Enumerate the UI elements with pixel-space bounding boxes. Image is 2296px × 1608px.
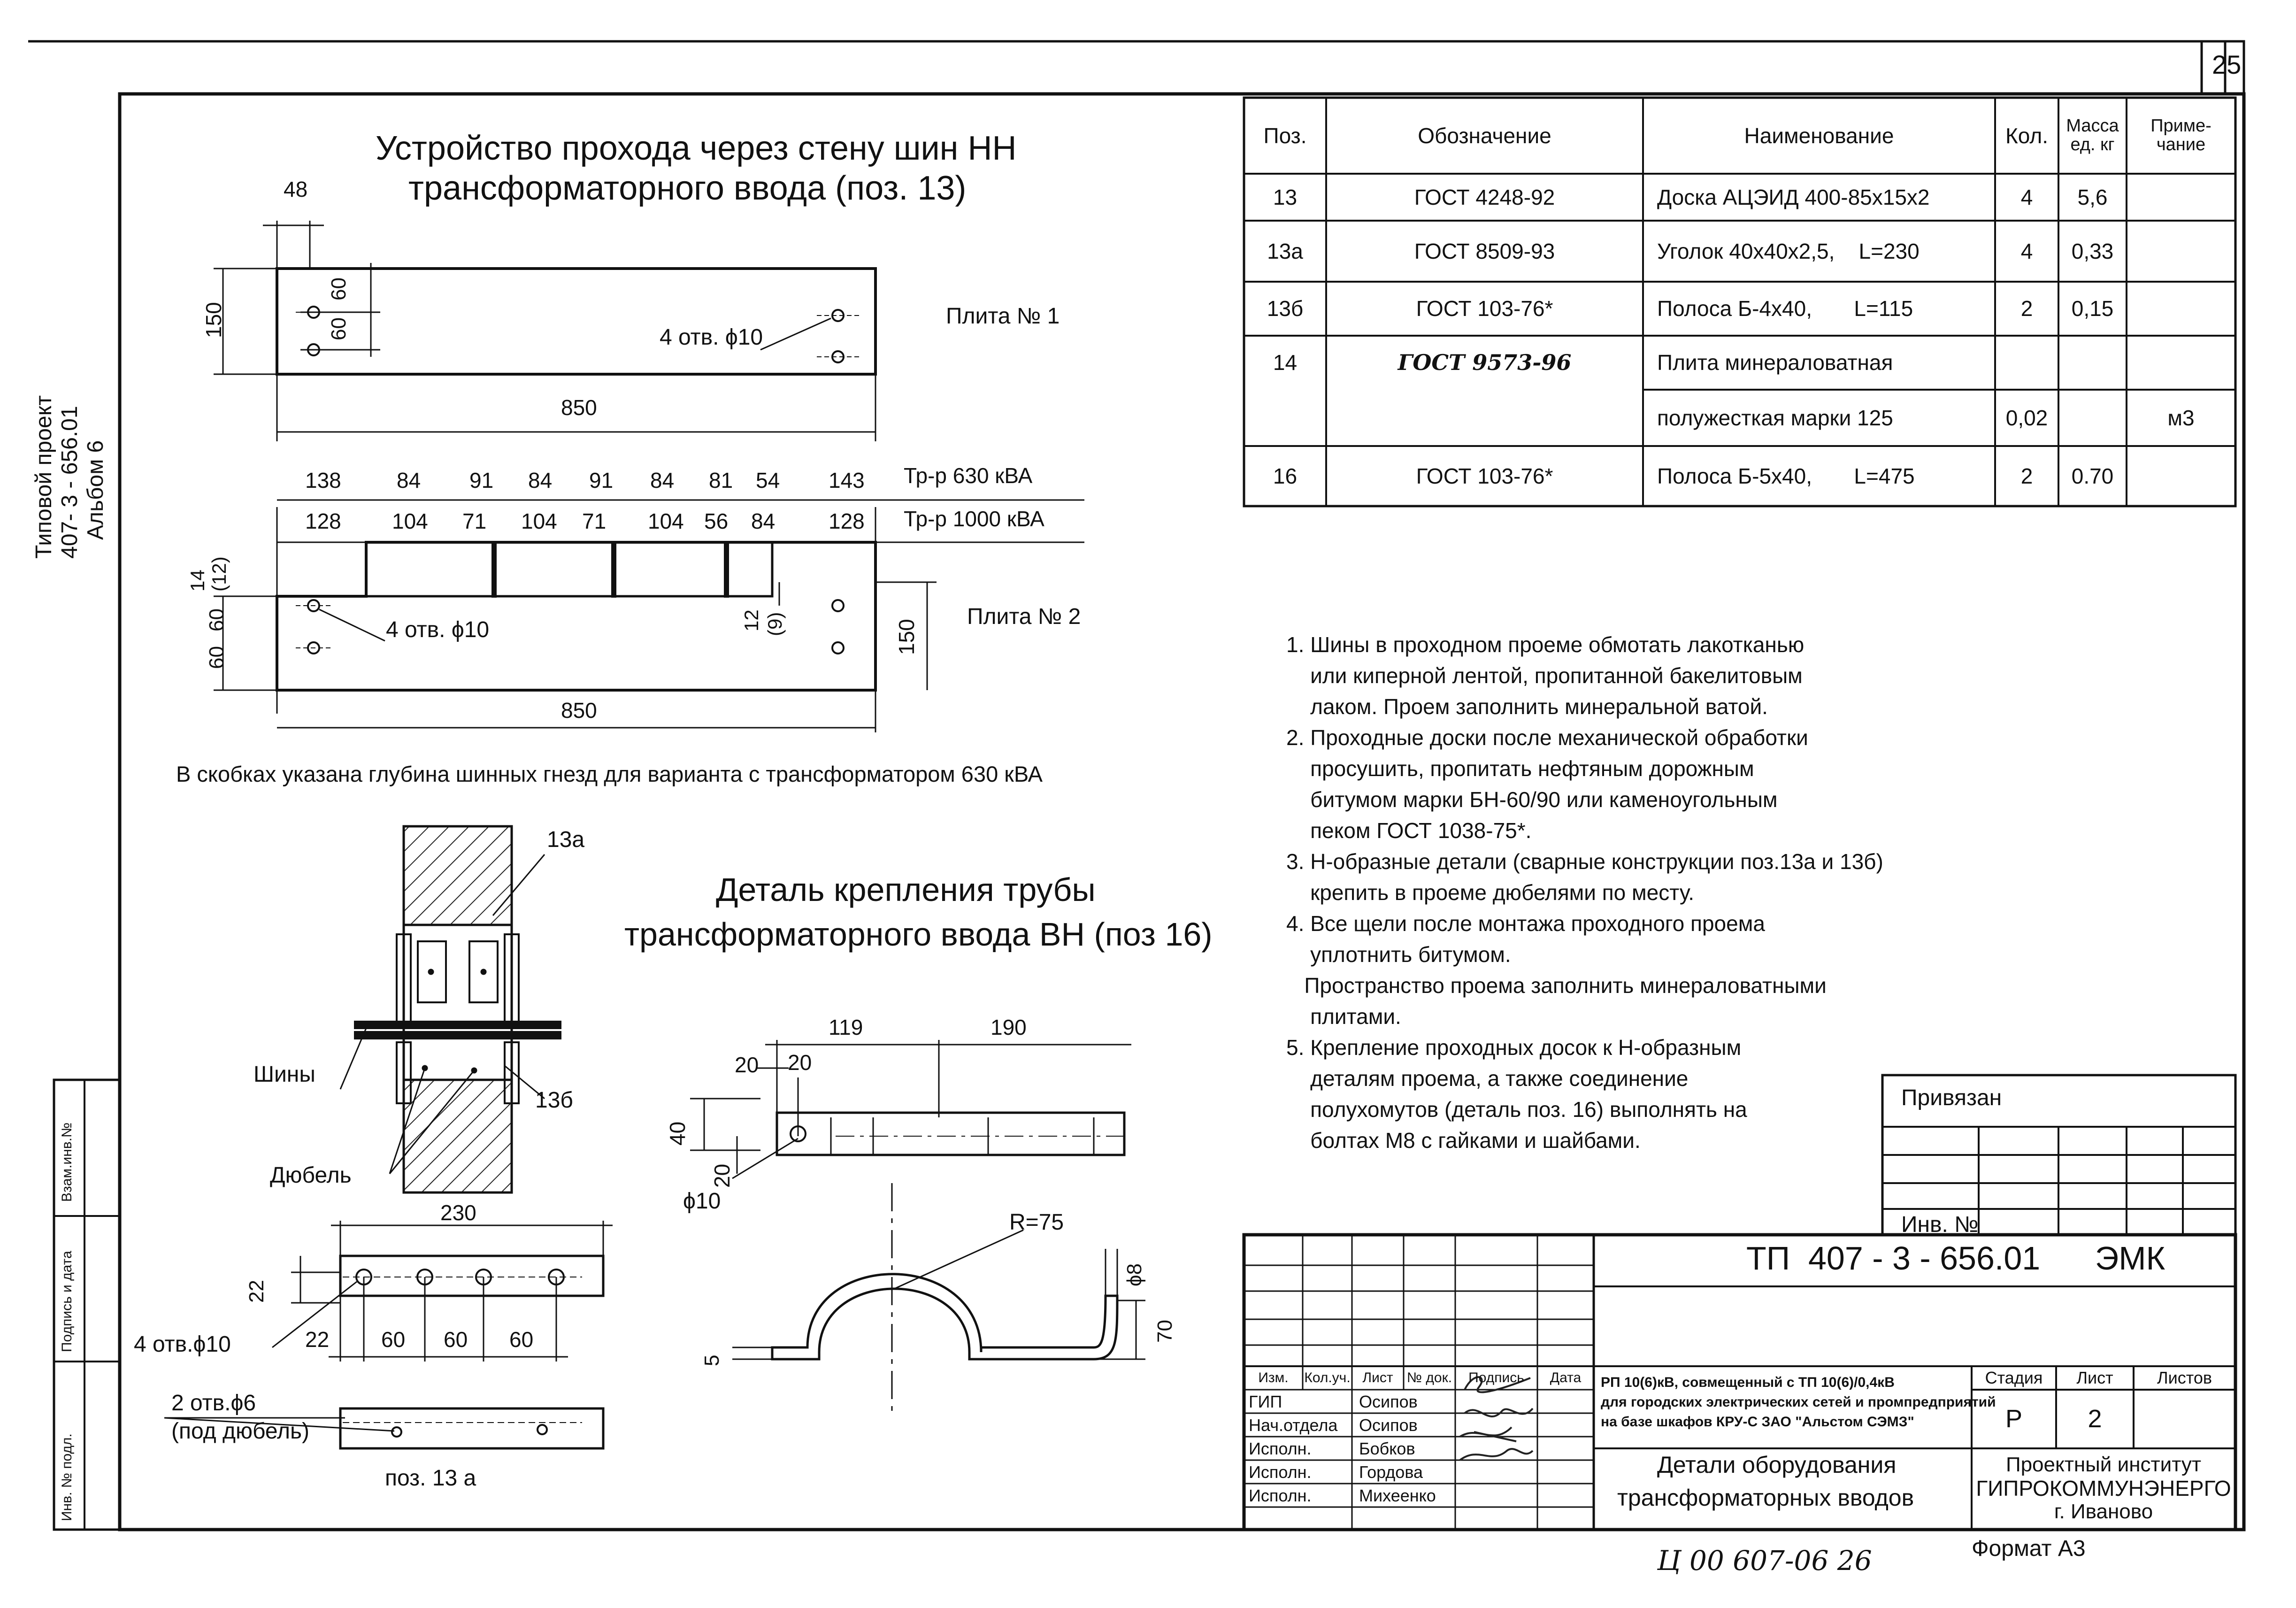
dim-60-b: 60 — [327, 317, 350, 340]
stage-value: Р — [2005, 1405, 2023, 1433]
spec-header: Кол. — [2005, 123, 2048, 148]
dim-630-value: 138 — [305, 468, 341, 492]
note-line: плитами. — [1286, 1004, 1401, 1029]
spec-cell: 0.70 — [2071, 463, 2114, 488]
dim-60-s1: 60 — [381, 1327, 406, 1352]
plate2-label: Плита № 2 — [967, 604, 1081, 629]
org-line: г. Иваново — [2054, 1500, 2153, 1523]
note-line: пеком ГОСТ 1038-75*. — [1286, 818, 1532, 843]
holes-10-label: 4 отв.ϕ10 — [134, 1332, 231, 1357]
sheet-title-line: трансформаторных вводов — [1617, 1485, 1914, 1511]
drawing1-title-1: Устройство прохода через стену шин НН — [376, 130, 1017, 167]
note-line: полухомутов (деталь поз. 16) выполнять на — [1286, 1097, 1747, 1122]
dim-22-left: 22 — [245, 1280, 268, 1303]
role-label: ГИП — [1249, 1392, 1282, 1411]
note-line: 1. Шины в проходном проеме обмотать лакотканью — [1286, 632, 1805, 657]
dim-48: 48 — [284, 177, 308, 201]
dim-119: 119 — [829, 1015, 863, 1039]
dim-70: 70 — [1153, 1320, 1176, 1343]
spec-header: Приме- чание — [2150, 116, 2212, 154]
spec-cell: 4 — [2020, 239, 2033, 263]
spec-cell: 0,15 — [2071, 296, 2114, 321]
dim-630-value: 143 — [829, 468, 865, 492]
note-line: Пространство проема заполнить минераловатными — [1286, 973, 1827, 998]
brackets-note: В скобках указана глубина шинных гнезд для варианта с трансформатором 630 кВА — [176, 762, 1043, 786]
dim-60-p2-b: 60 — [205, 646, 228, 669]
stage-header: Стадия — [1985, 1368, 2043, 1388]
dim-20-a: 20 — [735, 1053, 759, 1077]
change-col-header: Дата — [1550, 1370, 1582, 1386]
dim-630-value: 91 — [589, 468, 614, 492]
dim-20-c: 20 — [710, 1163, 734, 1188]
plate2-holes-label: 4 отв. ϕ10 — [386, 617, 490, 642]
dim-22-bottom: 22 — [305, 1327, 330, 1352]
dim-850-plate1: 850 — [561, 395, 597, 420]
spec-header: Поз. — [1263, 123, 1307, 148]
person-name: Осипов — [1359, 1392, 1418, 1411]
dim-1000-value: 71 — [462, 509, 487, 533]
sheet-title-line: Детали оборудования — [1657, 1452, 1897, 1478]
spec-cell: ГОСТ 4248-92 — [1414, 185, 1555, 209]
spec-cell: 4 — [2020, 185, 2033, 209]
stamp-inv-original: Инв. № подл. — [59, 1433, 75, 1521]
change-col-header: Кол.уч. — [1304, 1370, 1351, 1386]
person-name: Михеенко — [1359, 1486, 1436, 1505]
dim-1000-value: 128 — [305, 509, 341, 533]
org-line: Проектный институт — [2005, 1453, 2202, 1476]
spec-cell: ГОСТ 9573-96 — [1398, 350, 1572, 376]
change-col-header: Подпись — [1468, 1370, 1524, 1386]
note-line: деталям проема, а также соединение — [1286, 1066, 1689, 1091]
spec-header: Масса ед. кг — [2066, 116, 2119, 154]
format-label: Формат А3 — [1972, 1536, 2086, 1561]
label-13a: 13а — [547, 827, 585, 852]
role-label: Нач.отдела — [1249, 1416, 1338, 1435]
project-line-3: Альбом 6 — [83, 440, 108, 540]
dim-20-b: 20 — [788, 1050, 812, 1075]
spec-cell: 16 — [1273, 463, 1298, 488]
plate1-label: Плита № 1 — [946, 304, 1060, 329]
dim-150-left: 150 — [201, 302, 226, 338]
note-line: 2. Проходные доски после механической обработки — [1286, 725, 1808, 750]
dim-630-value: 54 — [756, 468, 780, 492]
dim-230: 230 — [440, 1200, 476, 1225]
dim-hole-8: ϕ8 — [1123, 1263, 1146, 1286]
stage-header: Листов — [2157, 1368, 2212, 1388]
spec-cell: ГОСТ 103-76* — [1416, 463, 1553, 488]
spec-cell: ГОСТ 103-76* — [1416, 296, 1553, 321]
dim-hole-10: ϕ10 — [683, 1189, 721, 1214]
spec-cell: Плита минераловатная — [1657, 350, 1893, 375]
plate1-holes-label: 4 отв. ϕ10 — [660, 325, 763, 350]
sheet-number: 25 — [2212, 50, 2242, 79]
dim-630-value: 91 — [469, 468, 494, 492]
stamp-replace-inv: Взам.инв.№ — [59, 1122, 75, 1202]
spec-cell: 2 — [2020, 463, 2033, 488]
inv-no-label: Инв. № — [1901, 1212, 1979, 1237]
note-line: 3. Н-образные детали (сварные конструкции поз.13а и 13б) — [1286, 849, 1883, 874]
change-col-header: Лист — [1362, 1370, 1393, 1386]
dim-150-right: 150 — [894, 619, 919, 655]
note-line: 5. Крепление проходных досок к Н-образным — [1286, 1035, 1742, 1060]
spec-cell: м3 — [2167, 405, 2195, 430]
dim-1000-value: 104 — [392, 509, 428, 533]
bound-label: Привязан — [1901, 1085, 2002, 1110]
dim-1000-value: 104 — [648, 509, 684, 533]
dim-r75: R=75 — [1009, 1210, 1064, 1235]
role-label: Исполн. — [1249, 1439, 1312, 1458]
dim-1000-value: 71 — [582, 509, 607, 533]
spec-cell: Уголок 40х40х2,5, L=230 — [1657, 239, 1920, 263]
stamp-signature-date: Подпись и дата — [59, 1251, 75, 1352]
spec-cell: 13б — [1267, 296, 1304, 321]
project-desc-line: для городских электрических сетей и промпредприятий — [1601, 1394, 1996, 1410]
role-label: Исполн. — [1249, 1462, 1312, 1482]
row-1000-label: Тр-р 1000 кВА — [904, 507, 1044, 531]
note-line: или киперной лентой, пропитанной бакелитовым — [1286, 663, 1803, 688]
dim-60-s3: 60 — [509, 1327, 534, 1352]
spec-cell: 5,6 — [2077, 185, 2108, 209]
holes-6-label-1: 2 отв.ϕ6 — [171, 1391, 256, 1416]
org-line: ГИПРОКОММУНЭНЕРГО — [1976, 1476, 2231, 1500]
spec-cell: 13а — [1267, 239, 1303, 263]
spec-cell: 0,33 — [2071, 239, 2114, 263]
dim-12: 12 — [740, 609, 762, 631]
spec-cell: Доска АЦЭИД 400-85х15х2 — [1657, 185, 1930, 209]
dim-40: 40 — [665, 1121, 690, 1146]
project-desc-line: РП 10(6)кВ, совмещенный с ТП 10(6)/0,4кВ — [1601, 1375, 1895, 1390]
note-line: просушить, пропитать нефтяным дорожным — [1286, 756, 1754, 781]
dim-1000-value: 84 — [751, 509, 776, 533]
dim-9-brackets: (9) — [764, 612, 786, 636]
spec-header: Наименование — [1744, 123, 1894, 148]
stage-header: Лист — [2076, 1368, 2113, 1388]
person-name: Бобков — [1359, 1439, 1415, 1458]
spec-cell: ГОСТ 8509-93 — [1414, 239, 1555, 263]
note-line: уплотнить битумом. — [1286, 942, 1511, 967]
dim-1000-value: 104 — [521, 509, 557, 533]
person-name: Осипов — [1359, 1416, 1418, 1435]
drawing1-title-2: трансформаторного ввода (поз. 13) — [408, 169, 967, 207]
role-label: Исполн. — [1249, 1486, 1312, 1505]
spec-cell: полужесткая марки 125 — [1657, 405, 1893, 430]
dim-630-value: 84 — [397, 468, 421, 492]
label-dowel: Дюбель — [270, 1163, 352, 1188]
dim-190: 190 — [991, 1015, 1027, 1039]
project-line-2: 407- 3 - 656.01 — [57, 406, 82, 559]
label-buses: Шины — [253, 1062, 315, 1087]
spec-cell: Полоса Б-4х40, L=115 — [1657, 296, 1913, 321]
dim-630-value: 84 — [528, 468, 553, 492]
project-line-1: Типовой проект — [31, 395, 56, 559]
dim-5: 5 — [700, 1354, 723, 1366]
label-13b: 13б — [535, 1088, 573, 1113]
handwritten-number: Ц 00 607-06 26 — [1657, 1545, 1872, 1577]
row-630-label: Тр-р 630 кВА — [904, 463, 1033, 488]
document-code: ТП 407 - 3 - 656.01 ЭМК — [1746, 1240, 2165, 1277]
dim-850-plate2: 850 — [561, 698, 597, 723]
dim-1000-value: 56 — [704, 509, 729, 533]
spec-cell: Полоса Б-5х40, L=475 — [1657, 463, 1915, 488]
note-line: лаком. Проем заполнить минеральной ватой. — [1286, 694, 1768, 719]
spec-cell: 13 — [1273, 185, 1298, 209]
note-line: крепить в проеме дюбелями по месту. — [1286, 880, 1695, 905]
sheet-value: 2 — [2088, 1405, 2102, 1433]
pos13a-caption: поз. 13 а — [385, 1466, 476, 1491]
note-line: битумом марки БН-60/90 или каменоугольным — [1286, 787, 1778, 812]
spec-header: Обозначение — [1418, 123, 1551, 148]
dim-12-brackets: (12) — [208, 556, 230, 592]
dim-60-a: 60 — [327, 277, 350, 300]
note-line: болтах М8 с гайками и шайбами. — [1286, 1128, 1641, 1153]
dim-630-value: 84 — [650, 468, 675, 492]
dim-630-value: 81 — [709, 468, 733, 492]
dim-60-s2: 60 — [444, 1327, 468, 1352]
drawing3-title-2: трансформаторного ввода ВН (поз 16) — [624, 916, 1213, 953]
dim-1000-value: 128 — [829, 509, 865, 533]
holes-6-label-2: (под дюбель) — [171, 1419, 310, 1444]
spec-cell: 14 — [1273, 350, 1298, 375]
spec-cell: 2 — [2020, 296, 2033, 321]
dim-60-p2-a: 60 — [205, 608, 228, 631]
drawing3-title-1: Деталь крепления трубы — [716, 871, 1096, 908]
dim-14: 14 — [186, 569, 208, 592]
change-col-header: Изм. — [1258, 1370, 1289, 1386]
change-col-header: № док. — [1406, 1370, 1452, 1386]
spec-cell: 0,02 — [2005, 405, 2048, 430]
person-name: Гордова — [1359, 1462, 1423, 1482]
note-line: 4. Все щели после монтажа проходного проема — [1286, 911, 1765, 936]
project-desc-line: на базе шкафов КРУ-С ЗАО "Альстом СЭМЗ" — [1601, 1414, 1914, 1430]
